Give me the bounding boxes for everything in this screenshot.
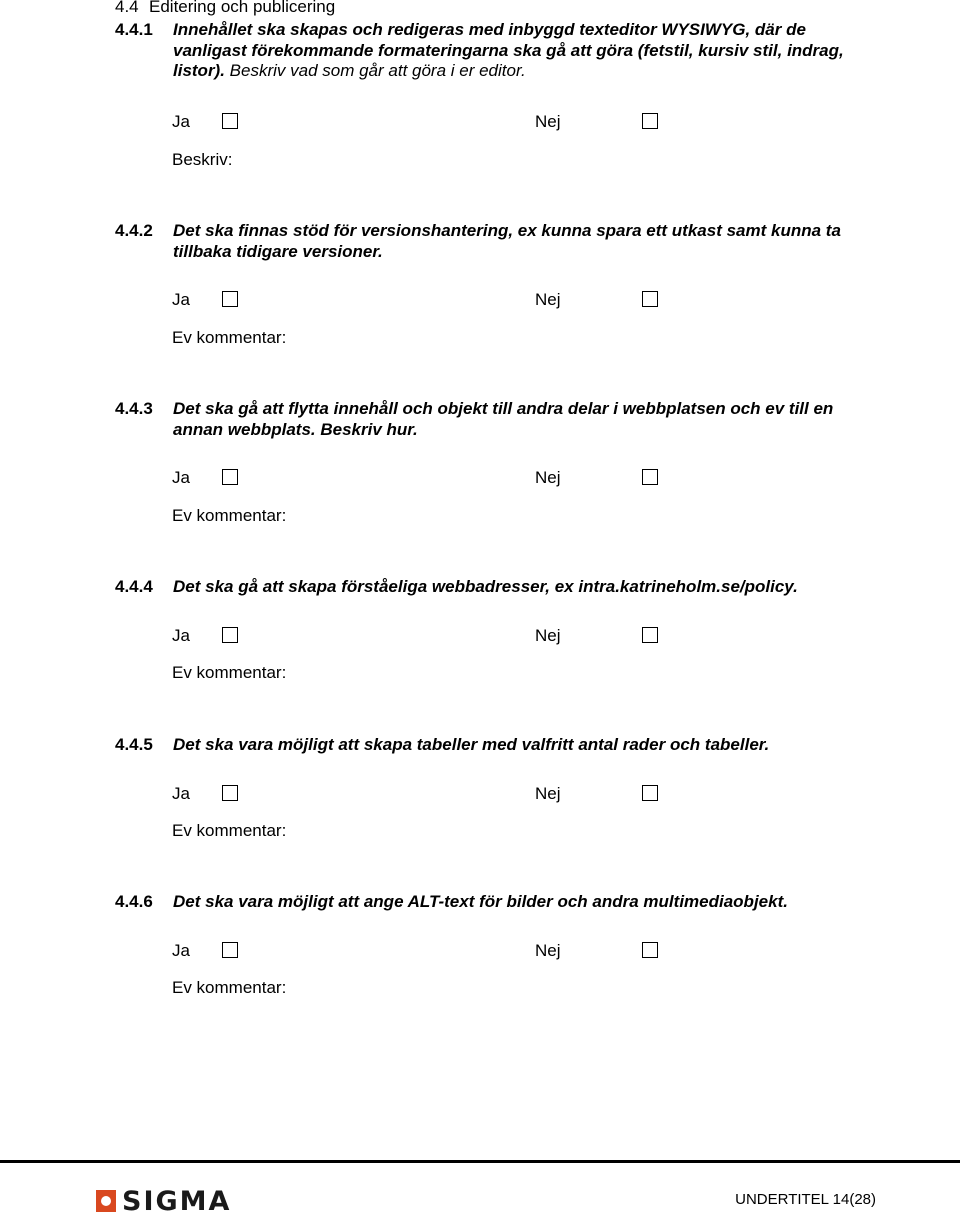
section-number: 4.4 bbox=[115, 0, 139, 16]
requirement-number: 4.4.6 bbox=[115, 892, 153, 911]
requirement-body: Det ska finnas stöd för versionshantering, ex kunna spara ett utkast samt kunna ta tillbaka tidigare versioner. bbox=[173, 221, 841, 261]
no-checkbox[interactable] bbox=[642, 113, 658, 129]
yes-label: Ja bbox=[172, 941, 190, 960]
footer-divider bbox=[0, 1160, 960, 1163]
requirement-text bbox=[115, 892, 953, 913]
no-checkbox[interactable] bbox=[642, 785, 658, 801]
yes-checkbox[interactable] bbox=[222, 785, 238, 801]
requirement-body: Det ska vara möjligt att ange ALT-text för bilder och andra multimediaobjekt. bbox=[173, 892, 788, 911]
yes-checkbox[interactable] bbox=[222, 291, 238, 307]
no-label: Nej bbox=[535, 626, 561, 645]
no-checkbox[interactable] bbox=[642, 942, 658, 958]
comment-label: Ev kommentar: bbox=[172, 506, 287, 525]
requirement-text bbox=[115, 735, 953, 756]
no-label: Nej bbox=[535, 784, 561, 803]
yes-label: Ja bbox=[172, 626, 190, 645]
requirement-number: 4.4.3 bbox=[115, 399, 153, 418]
comment-label: Beskriv: bbox=[172, 150, 233, 169]
no-label: Nej bbox=[535, 112, 561, 131]
answer-row bbox=[172, 626, 672, 646]
requirement-number: 4.4.4 bbox=[115, 577, 153, 596]
page-footer-label: UNDERTITEL 14(28) bbox=[735, 1191, 876, 1208]
no-checkbox[interactable] bbox=[642, 627, 658, 643]
comment-label: Ev kommentar: bbox=[172, 328, 287, 347]
sigma-logo bbox=[96, 1186, 236, 1217]
sigma-logo-mark-icon bbox=[96, 1190, 116, 1212]
yes-checkbox[interactable] bbox=[222, 942, 238, 958]
requirement-body: Innehållet ska skapas och redigeras med inbyggd texteditor WYSIWYG, där de vanligast förekommande formateringarna ska gå att göra (fetstil, kursiv stil, indrag, listor). bbox=[173, 20, 844, 80]
answer-row bbox=[172, 112, 672, 132]
yes-checkbox[interactable] bbox=[222, 469, 238, 485]
requirement-extra: Beskriv vad som går att göra i er editor. bbox=[224, 61, 526, 80]
answer-row bbox=[172, 941, 672, 961]
yes-label: Ja bbox=[172, 112, 190, 131]
requirement-text bbox=[115, 20, 863, 82]
no-label: Nej bbox=[535, 290, 561, 309]
requirement-text bbox=[115, 399, 863, 440]
section-heading bbox=[115, 0, 335, 17]
comment-label: Ev kommentar: bbox=[172, 821, 287, 840]
yes-label: Ja bbox=[172, 784, 190, 803]
yes-checkbox[interactable] bbox=[222, 627, 238, 643]
requirement-text bbox=[115, 221, 863, 262]
no-label: Nej bbox=[535, 468, 561, 487]
yes-label: Ja bbox=[172, 290, 190, 309]
requirement-text bbox=[115, 577, 953, 598]
no-label: Nej bbox=[535, 941, 561, 960]
section-title: Editering och publicering bbox=[149, 0, 336, 16]
no-checkbox[interactable] bbox=[642, 469, 658, 485]
requirement-body: Det ska gå att skapa förståeliga webbadresser, ex intra.katrineholm.se/policy. bbox=[173, 577, 798, 596]
comment-label: Ev kommentar: bbox=[172, 978, 287, 997]
answer-row bbox=[172, 290, 672, 310]
requirement-number: 4.4.1 bbox=[115, 20, 153, 39]
requirement-body: Det ska gå att flytta innehåll och objekt till andra delar i webbplatsen och ev till en annan webbplats. Beskriv hur. bbox=[173, 399, 834, 439]
answer-row bbox=[172, 468, 672, 488]
comment-label: Ev kommentar: bbox=[172, 663, 287, 682]
no-checkbox[interactable] bbox=[642, 291, 658, 307]
requirement-body: Det ska vara möjligt att skapa tabeller med valfritt antal rader och tabeller. bbox=[173, 735, 770, 754]
yes-checkbox[interactable] bbox=[222, 113, 238, 129]
requirement-number: 4.4.2 bbox=[115, 221, 153, 240]
yes-label: Ja bbox=[172, 468, 190, 487]
sigma-logo-text: SIGMA bbox=[122, 1186, 232, 1217]
answer-row bbox=[172, 784, 672, 804]
requirement-number: 4.4.5 bbox=[115, 735, 153, 754]
